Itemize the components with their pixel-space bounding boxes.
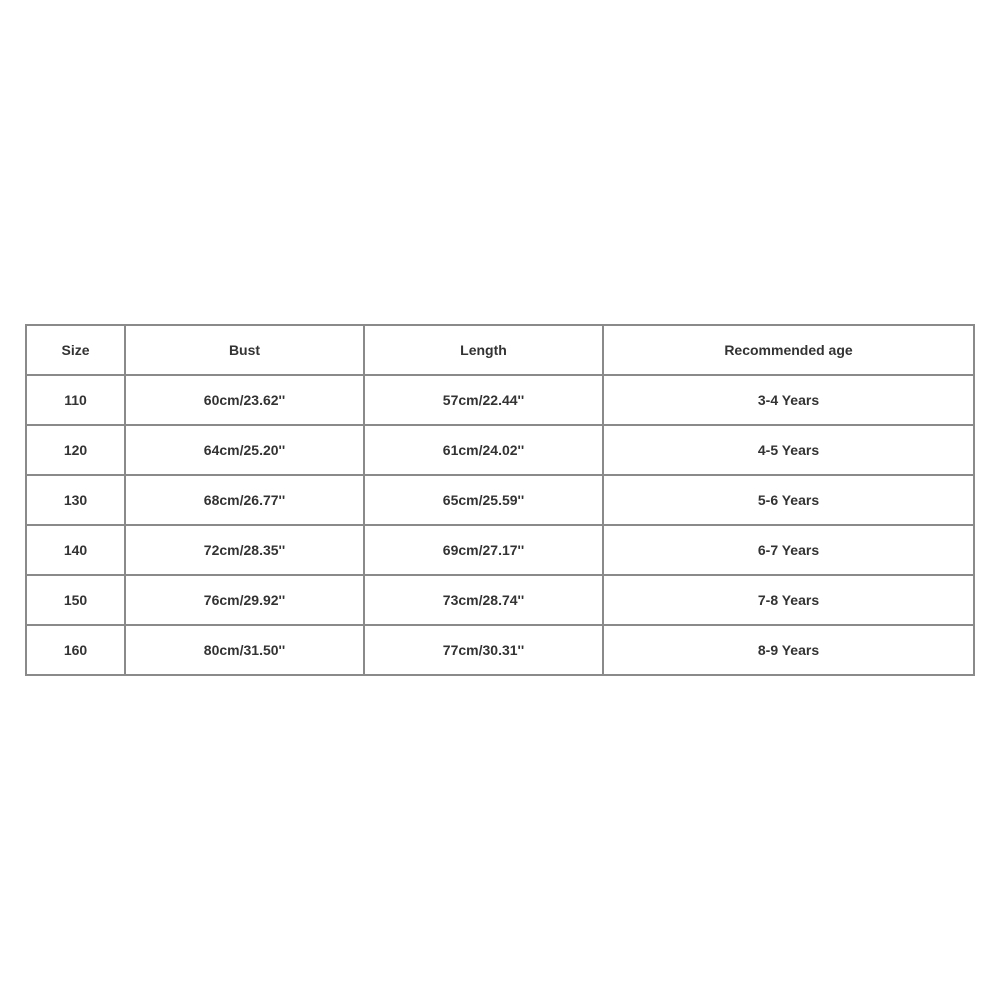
cell-size: 130 (27, 476, 126, 526)
size-chart-table (25, 324, 975, 676)
cell-size: 110 (27, 376, 126, 426)
table-row (27, 476, 975, 526)
table-row (27, 576, 975, 626)
table-row (27, 526, 975, 576)
table-header-row (27, 326, 975, 376)
cell-size: 140 (27, 526, 126, 576)
cell-recommended-age: 8-9 Years (604, 626, 975, 676)
cell-size: 160 (27, 626, 126, 676)
table-row (27, 426, 975, 476)
cell-bust: 64cm/25.20'' (126, 426, 365, 476)
cell-bust: 60cm/23.62'' (126, 376, 365, 426)
cell-length: 61cm/24.02'' (365, 426, 604, 476)
header-length: Length (365, 326, 604, 376)
cell-length: 69cm/27.17'' (365, 526, 604, 576)
cell-recommended-age: 3-4 Years (604, 376, 975, 426)
cell-size: 150 (27, 576, 126, 626)
cell-length: 73cm/28.74'' (365, 576, 604, 626)
cell-recommended-age: 6-7 Years (604, 526, 975, 576)
cell-length: 57cm/22.44'' (365, 376, 604, 426)
header-recommended-age: Recommended age (604, 326, 975, 376)
table-row (27, 626, 975, 676)
header-size: Size (27, 326, 126, 376)
header-bust: Bust (126, 326, 365, 376)
cell-bust: 72cm/28.35'' (126, 526, 365, 576)
cell-size: 120 (27, 426, 126, 476)
table-row (27, 376, 975, 426)
cell-recommended-age: 5-6 Years (604, 476, 975, 526)
cell-bust: 68cm/26.77'' (126, 476, 365, 526)
cell-recommended-age: 4-5 Years (604, 426, 975, 476)
cell-length: 77cm/30.31'' (365, 626, 604, 676)
cell-length: 65cm/25.59'' (365, 476, 604, 526)
cell-bust: 76cm/29.92'' (126, 576, 365, 626)
cell-bust: 80cm/31.50'' (126, 626, 365, 676)
cell-recommended-age: 7-8 Years (604, 576, 975, 626)
